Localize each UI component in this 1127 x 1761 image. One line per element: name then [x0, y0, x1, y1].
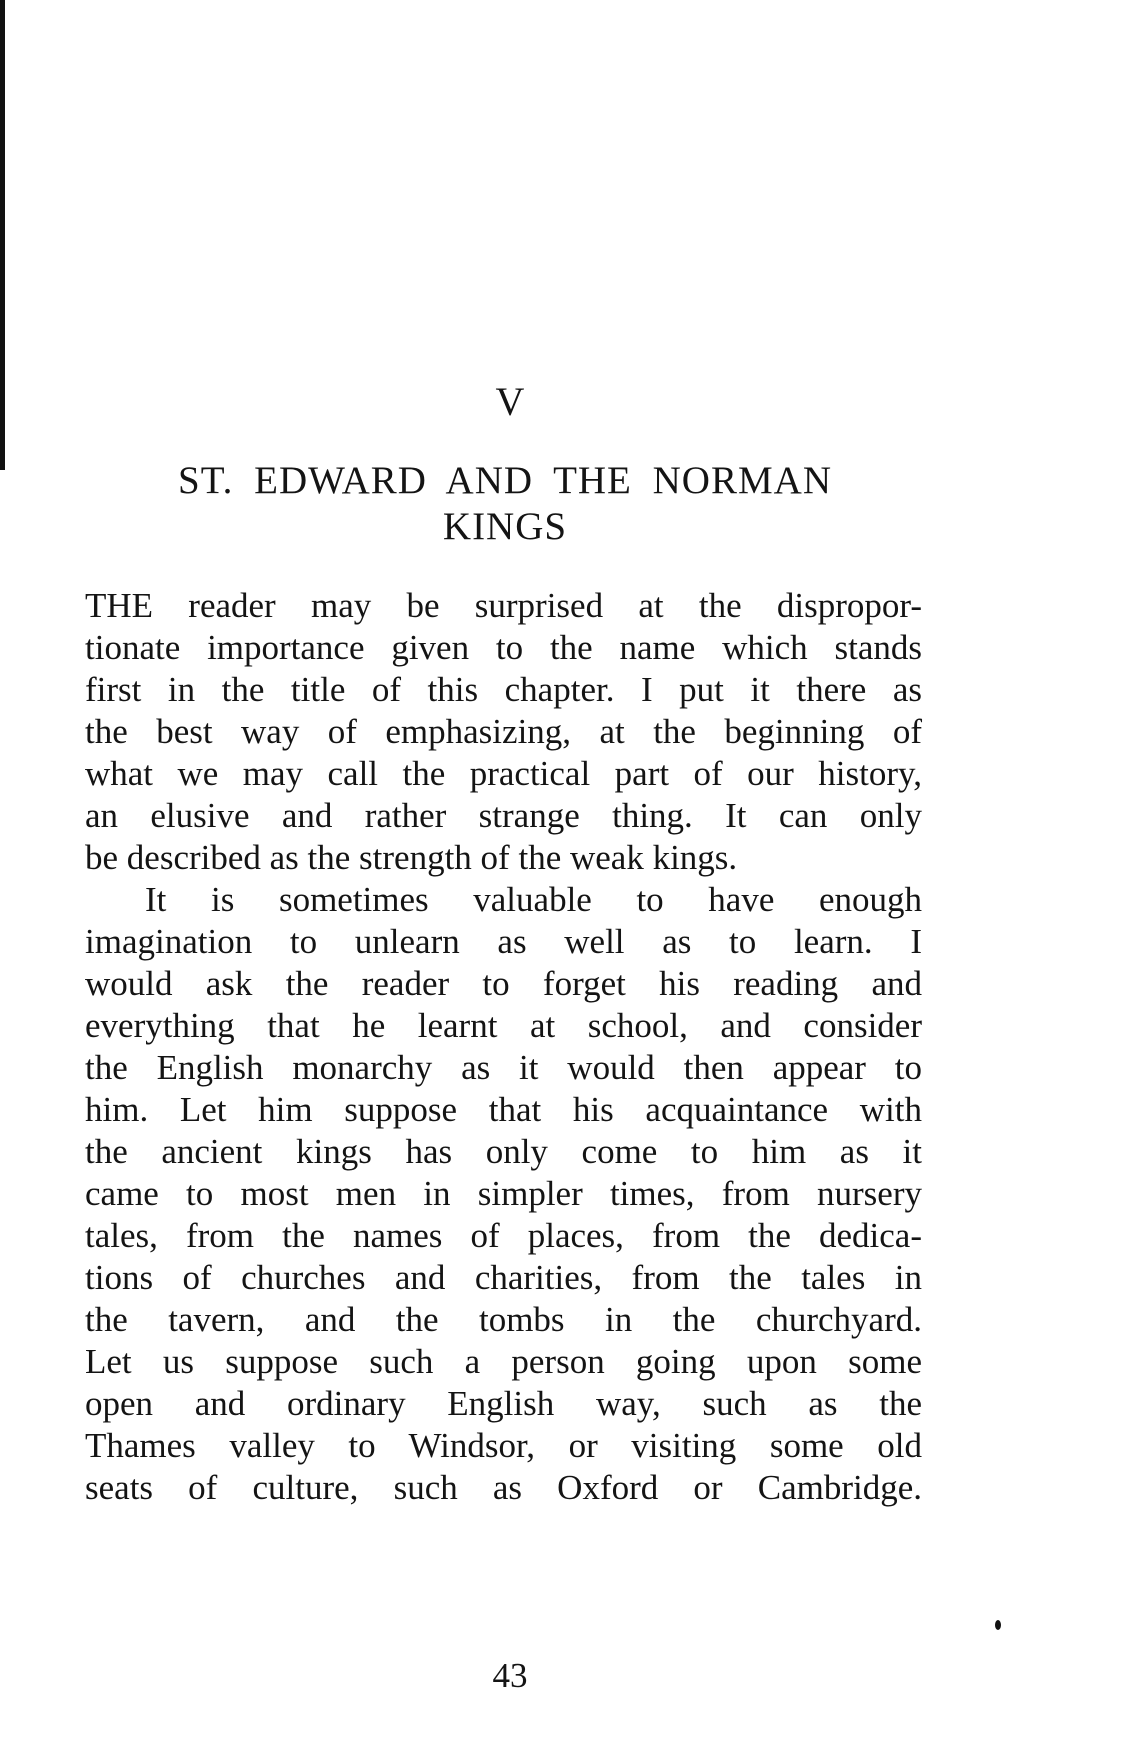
- text-line: the English monarchy as it would then appear to: [85, 1048, 922, 1087]
- text-line: Let us suppose such a person going upon some: [85, 1342, 922, 1381]
- text-line: an elusive and rather strange thing. It can only: [85, 796, 922, 835]
- text-line: seats of culture, such as Oxford or Cambridge.: [85, 1468, 922, 1507]
- text-line: first in the title of this chapter. I put it there as: [85, 670, 922, 709]
- text-line: what we may call the practical part of our history,: [85, 754, 922, 793]
- chapter-title: ST. EDWARD AND THE NORMAN KINGS: [178, 459, 832, 548]
- text-line: imagination to unlearn as well as to learn. I: [85, 922, 922, 961]
- text-line: It is sometimes valuable to have enough: [145, 880, 922, 919]
- text-line: the tavern, and the tombs in the churchyard.: [85, 1300, 922, 1339]
- text-line: came to most men in simpler times, from nursery: [85, 1174, 922, 1213]
- text-line: the ancient kings has only come to him as it: [85, 1132, 922, 1171]
- text-line: would ask the reader to forget his reading and: [85, 964, 922, 1003]
- text-line: THE reader may be surprised at the dispropor-: [85, 586, 922, 625]
- text-line: him. Let him suppose that his acquaintance with: [85, 1090, 922, 1129]
- text-line: be described as the strength of the weak kings.: [85, 838, 738, 877]
- text-line: tions of churches and charities, from the tales in: [85, 1258, 922, 1297]
- text-line: tionate importance given to the name which stands: [85, 628, 922, 667]
- scan-speck: [995, 1620, 1001, 1630]
- text-line: tales, from the names of places, from the dedica-: [85, 1216, 922, 1255]
- page-number: 43: [492, 1656, 528, 1695]
- text-line: everything that he learnt at school, and consider: [85, 1006, 922, 1045]
- chapter-number: V: [495, 379, 525, 424]
- text-line: open and ordinary English way, such as the: [85, 1384, 922, 1423]
- text-line: the best way of emphasizing, at the beginning of: [85, 712, 922, 751]
- text-line: Thames valley to Windsor, or visiting some old: [85, 1426, 922, 1465]
